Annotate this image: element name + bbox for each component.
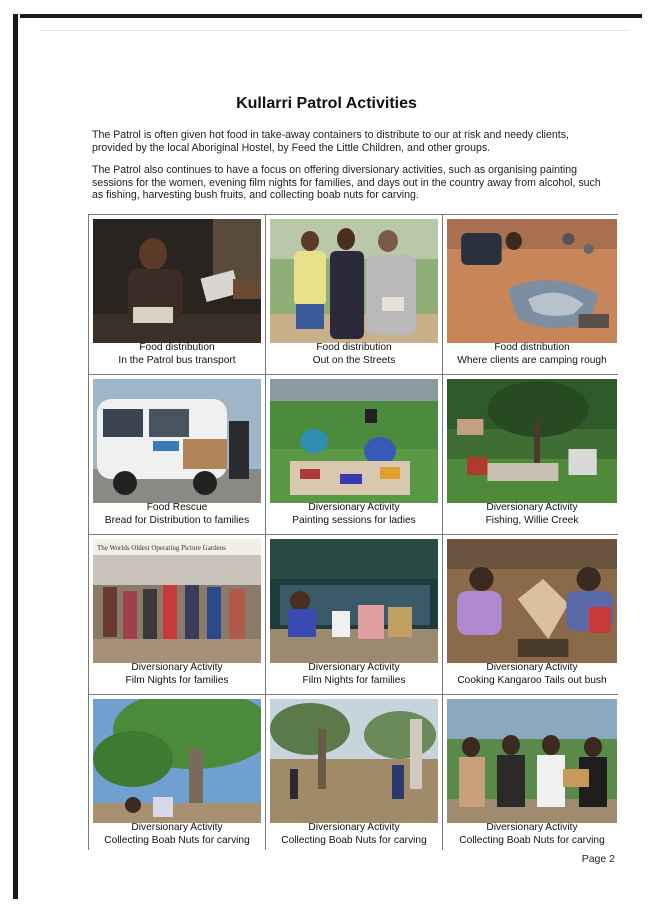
caption-line-2: Collecting Boab Nuts for carving [104, 834, 250, 846]
photo-film-nights-audience [270, 539, 438, 663]
caption-line-1: Diversionary Activity [131, 662, 223, 673]
scan-faint-line [40, 30, 630, 31]
page-title: Kullarri Patrol Activities [236, 95, 417, 112]
photo-cell-boab-3 [443, 695, 621, 854]
caption-line-1: Diversionary Activity [486, 502, 578, 513]
photo-cooking-kangaroo-tails [447, 539, 617, 663]
caption-line-2: Out on the Streets [312, 354, 396, 366]
photo-collecting-boab-nuts-3 [447, 699, 617, 823]
caption-line-1: Diversionary Activity [486, 822, 578, 833]
caption-line-1: Diversionary Activity [308, 662, 400, 673]
caption-line-1: Food distribution [494, 342, 570, 353]
scan-edge-left [13, 14, 18, 899]
caption-line-2: Film Nights for families [302, 674, 406, 686]
photo-cell-streets [266, 215, 442, 374]
photo-food-distribution-camping [447, 219, 617, 343]
photo-fishing-willie-creek [447, 379, 617, 503]
caption-line-2: Cooking Kangaroo Tails out bush [457, 674, 607, 686]
caption-line-1: Food distribution [139, 342, 215, 353]
caption-line-1: Food distribution [316, 342, 392, 353]
photo-cell-boab-1 [89, 695, 265, 854]
caption-line-1: Diversionary Activity [486, 662, 578, 673]
caption-line-2: Film Nights for families [125, 674, 229, 686]
photo-collecting-boab-nuts-1 [93, 699, 261, 823]
photo-collecting-boab-nuts-2 [270, 699, 438, 823]
cinema-sign-text: The Worlds Oldest Operating Picture Gardens [97, 544, 226, 552]
caption-line-1: Food Rescue [146, 502, 208, 513]
photo-cell-fishing [443, 375, 621, 534]
photo-food-rescue [93, 379, 261, 503]
intro-paragraph-2: The Patrol also continues to have a focus on offering diversionary activities, such as organising painting sessions for the women, evening film nights for families, and days out in the country away from alcohol, such as fishing, harvesting bush fruits, and collecting boab nuts for carving. [92, 164, 601, 201]
caption-line-1: Diversionary Activity [308, 822, 400, 833]
page-number: Page 2 [581, 853, 615, 865]
caption-line-2: Bread for Distribution to families [104, 514, 250, 526]
photo-cell-kangaroo [443, 535, 621, 694]
photo-film-nights-cinema [93, 539, 261, 663]
photo-cell-film-outdoor [89, 535, 265, 694]
caption-line-2: Collecting Boab Nuts for carving [281, 834, 427, 846]
photo-cell-food-bus [89, 215, 265, 374]
intro-paragraph-1: The Patrol is often given hot food in take-away containers to distribute to our at risk and needy clients, provided by the local Aboriginal Hostel, by Feed the Little Children, and other groups. [92, 129, 569, 154]
photo-painting-sessions [270, 379, 438, 503]
caption-line-2: In the Patrol bus transport [118, 354, 236, 366]
photo-food-distribution-bus [93, 219, 261, 343]
photo-cell-film-seated [266, 535, 442, 694]
photo-cell-food-rescue [89, 375, 265, 534]
photo-food-distribution-streets [270, 219, 438, 343]
caption-line-1: Diversionary Activity [308, 502, 400, 513]
caption-line-2: Fishing, Willie Creek [485, 514, 579, 526]
caption-line-2: Painting sessions for ladies [292, 514, 416, 526]
scan-edge-top [20, 14, 642, 18]
photo-cell-camping [443, 215, 621, 374]
caption-line-2: Where clients are camping rough [457, 354, 607, 366]
photo-grid [88, 214, 618, 850]
caption-line-2: Collecting Boab Nuts for carving [459, 834, 605, 846]
caption-line-1: Diversionary Activity [131, 822, 223, 833]
photo-cell-boab-2 [266, 695, 442, 854]
photo-cell-painting [266, 375, 442, 534]
